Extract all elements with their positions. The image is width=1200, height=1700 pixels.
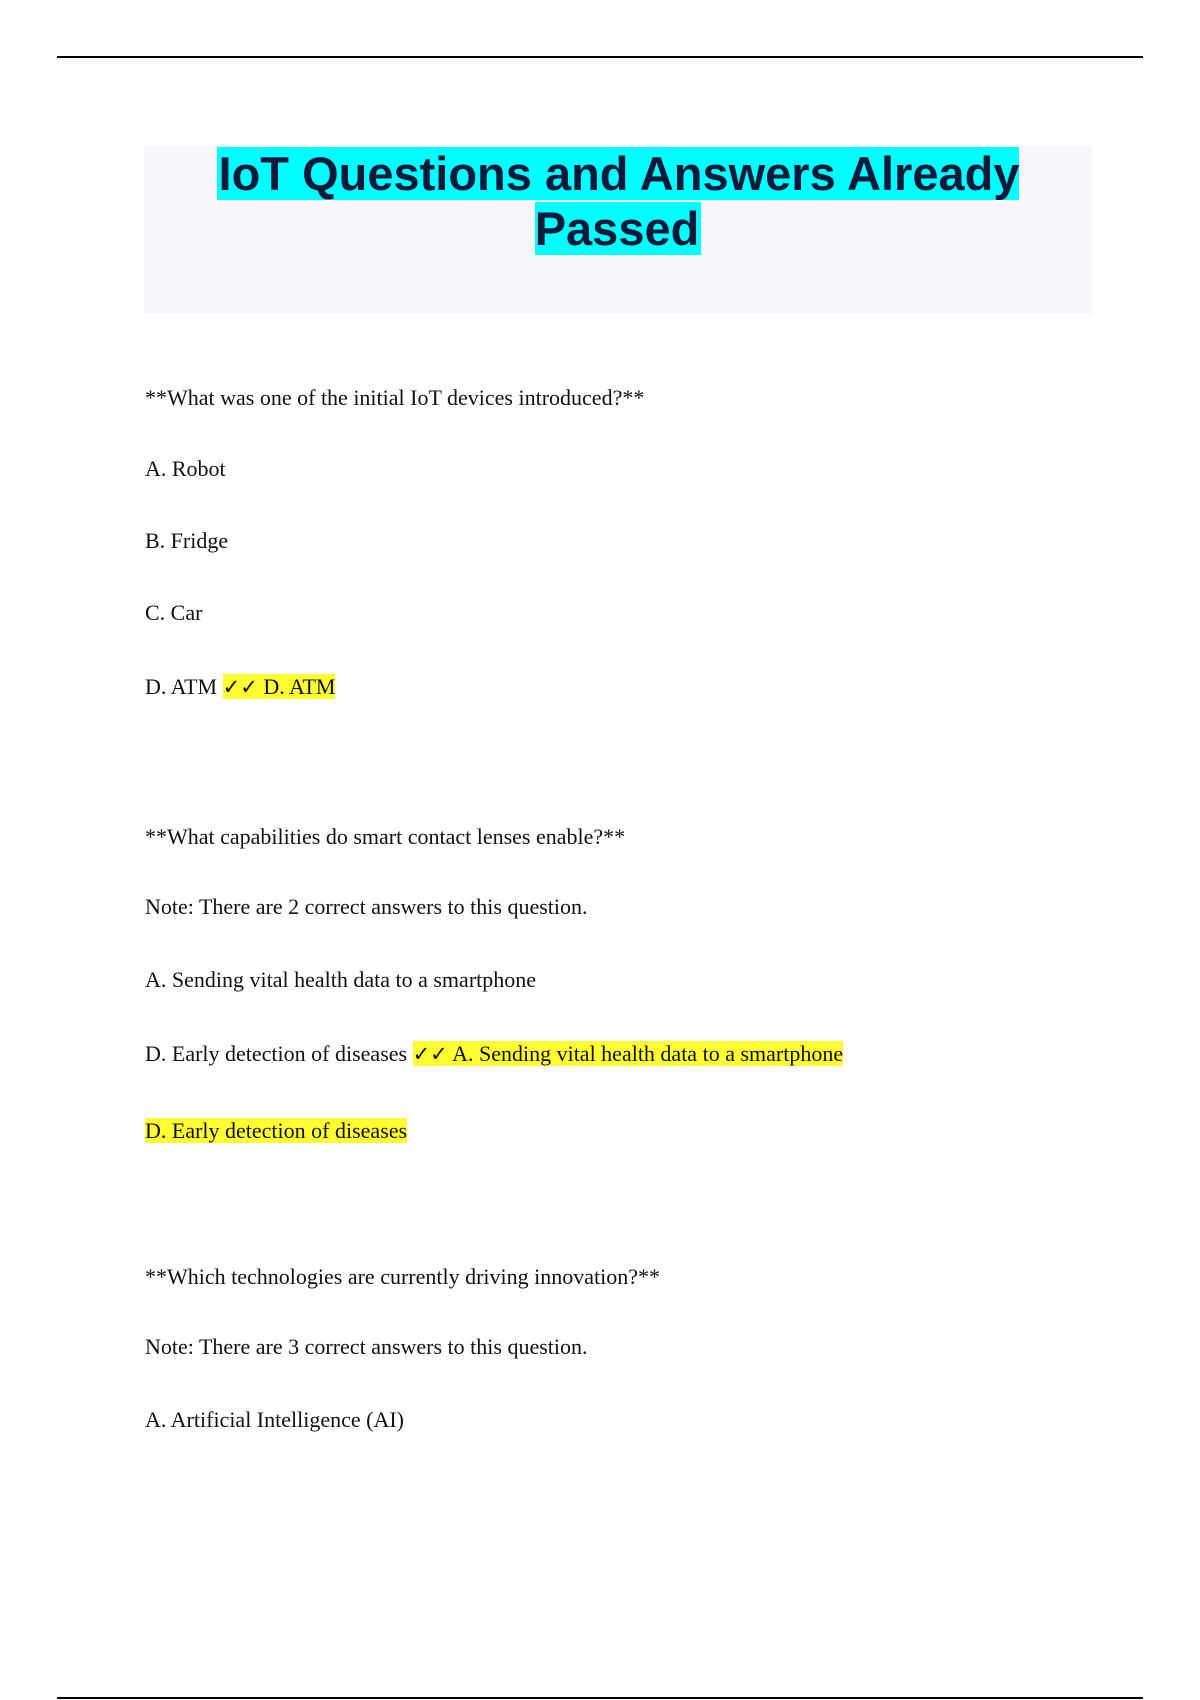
question-1: **What was one of the initial IoT devices introduced?** xyxy=(145,385,645,410)
q1-answer xyxy=(223,674,336,699)
q2-option-d: D. Early detection of diseases xyxy=(145,1041,408,1066)
question-3: **Which technologies are currently driving innovation?** xyxy=(145,1264,661,1289)
q2-option-a: A. Sending vital health data to a smartphone xyxy=(145,967,537,992)
document-title xyxy=(144,146,1092,256)
q2-answer-2: D. Early detection of diseases xyxy=(145,1118,408,1143)
check-icon: ✓✓ xyxy=(412,1042,448,1066)
q3-note: Note: There are 3 correct answers to this question. xyxy=(145,1334,588,1359)
q1-answer-text: D. ATM xyxy=(263,674,336,699)
q1-option-c: C. Car xyxy=(145,600,203,625)
q1-option-d: D. ATM xyxy=(145,674,218,699)
q2-note: Note: There are 2 correct answers to this question. xyxy=(145,894,588,919)
top-rule xyxy=(57,56,1143,58)
q2-answer-1 xyxy=(413,1041,844,1066)
q2-answer-2-line xyxy=(145,1117,407,1145)
q1-option-b: B. Fridge xyxy=(145,528,229,553)
bottom-rule xyxy=(57,1697,1143,1699)
document-title-text: IoT Questions and Answers Already Passed xyxy=(218,147,1020,255)
q3-option-a: A. Artificial Intelligence (AI) xyxy=(145,1407,405,1432)
question-2: **What capabilities do smart contact lenses enable?** xyxy=(145,824,626,849)
q1-option-a: A. Robot xyxy=(145,456,226,481)
q2-option-d-line xyxy=(145,1040,843,1068)
check-icon: ✓✓ xyxy=(222,675,258,699)
q1-option-d-line xyxy=(145,673,335,701)
q2-answer-1-text: A. Sending vital health data to a smartphone xyxy=(452,1041,844,1066)
